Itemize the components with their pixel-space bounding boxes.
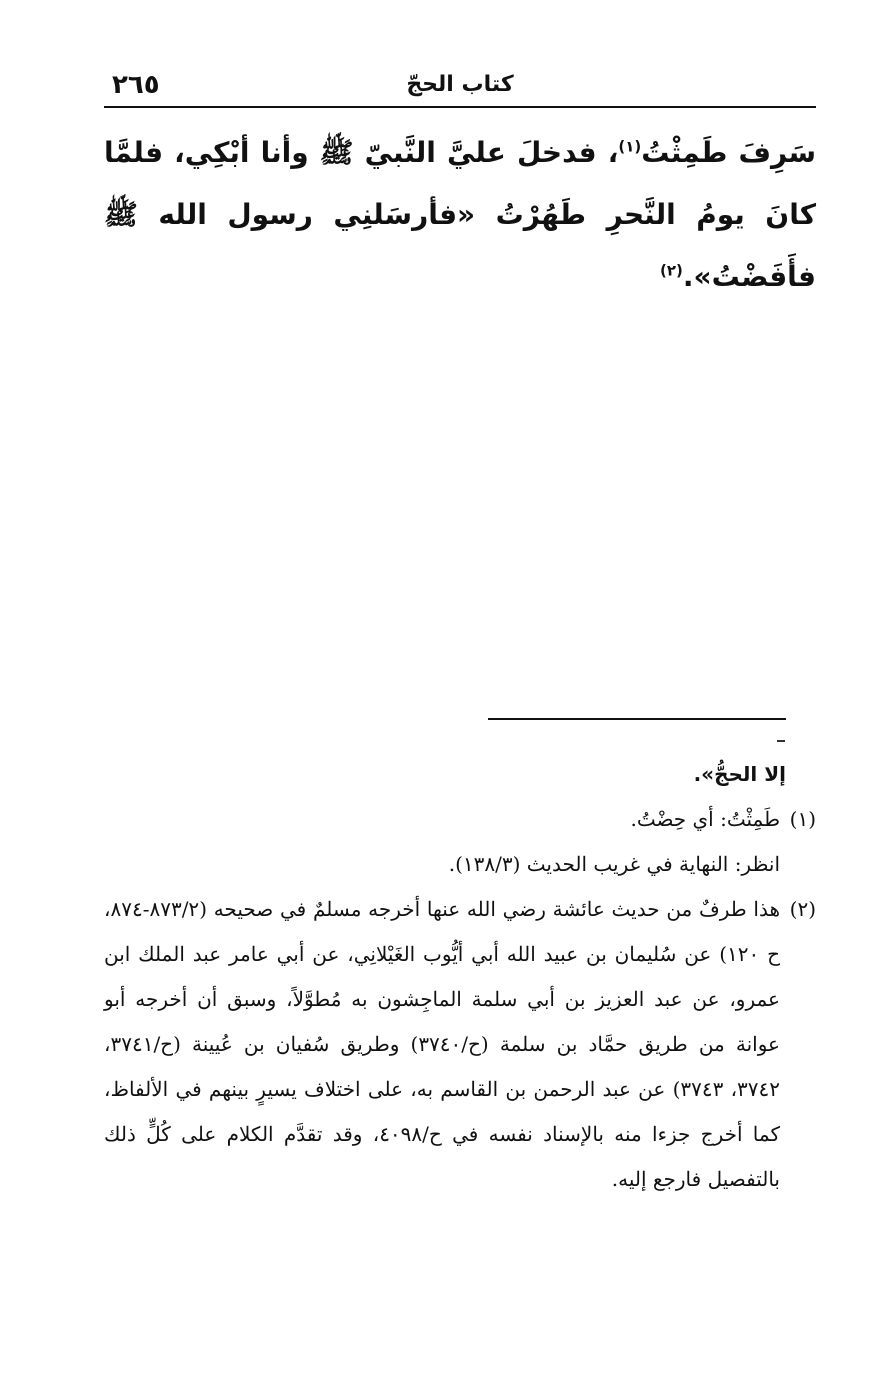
footnote-text: انظر: النهاية في غريب الحديث (١٣٨/٣). (448, 852, 780, 876)
footnote-text: هذا طرفٌ من حديث عائشة رضي الله عنها أخرجه مسلمٌ في صحيحه (٨٧٣/٢-٨٧٤، ح ١٢٠) عن سُليمان بن عبيد الله أبي أيُّوب الغَيْلانِي، عن أبي عامر عبد الملك ابن عمرو، عن عبد العزيز بن أبي سلمة الماجِشون به مُطوَّلاً، وسبق أن أخرجه أبو عوانة من طريق حمَّاد بن سلمة (ح/٣٧٤٠) وطريق سُفيان بن عُيينة (ح/٣٧٤١، ٣٧٤٢، ٣٧٤٣) عن عبد الرحمن بن القاسم به، على اختلاف يسيرٍ بينهم في الألفاظ، كما أخرج جزءا منه بالإسناد نفسه في ح/٤٠٩٨، وقد تقدَّم الكلام على كُلٍّ ذلك بالتفصيل فارجع إليه. (104, 897, 780, 1191)
footnotes (104, 752, 816, 1202)
page-number: ٢٦٥ (112, 70, 160, 100)
footnote-separator (488, 718, 786, 720)
book-title: كتاب الحجّ (406, 72, 514, 97)
footnote-number: (١) (789, 807, 816, 831)
footnote-continuation: إلا الحجُّ». (693, 762, 786, 786)
main-text (104, 122, 816, 308)
footnote-text: طَمِثْتُ: أي حِضْتُ. (630, 807, 780, 831)
footnote-ref-1[interactable]: (١) (618, 137, 642, 156)
footnote-1-source (104, 842, 816, 887)
footnote-number: (٢) (789, 897, 816, 921)
page-header (104, 70, 816, 108)
footnote-dash (777, 740, 785, 742)
main-text-part-2: ، فدخلَ عليَّ النَّبيّ ﷺ وأنا أبْكِي، فلمَّا كانَ يومُ النَّحرِ طَهُرْتُ «فأرسَلنِي رسول الله ﷺ فأَفَضْتُ». (104, 136, 816, 293)
footnote-2 (104, 887, 816, 1202)
footnote-ref-2[interactable]: (٢) (659, 261, 683, 280)
footnote-1 (104, 797, 816, 842)
main-text-part-1: سَرِفَ طَمِثْتُ (641, 136, 816, 169)
